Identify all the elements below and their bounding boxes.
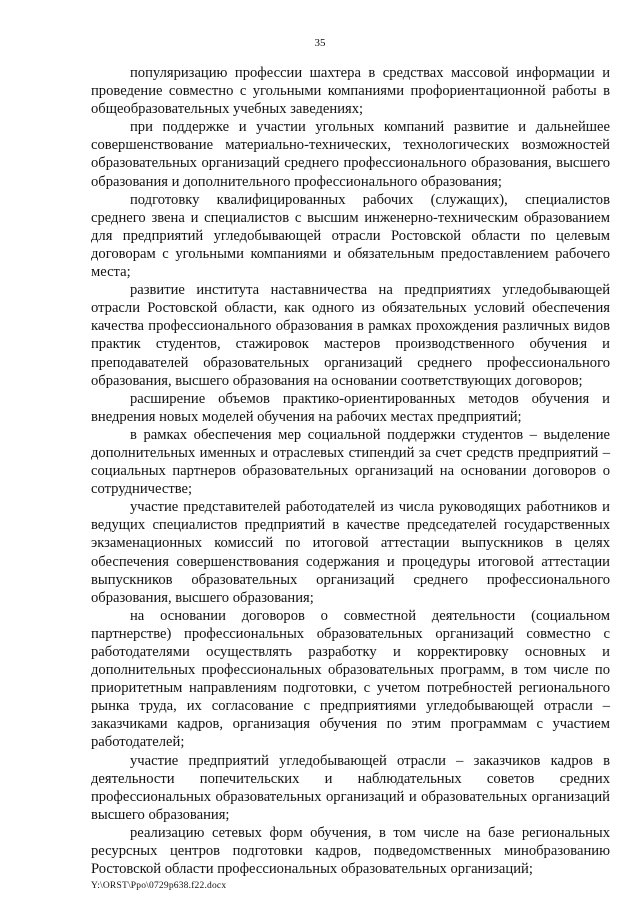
paragraph: популяризацию профессии шахтера в средствах массовой информации и проведение совместно с угольными компаниями профориентационной работы в общеобразовательных учебных заведениях;	[91, 65, 610, 118]
document-body	[91, 64, 610, 878]
paragraph: расширение объемов практико-ориентированных методов обучения и внедрения новых моделей обучения на рабочих местах предприятий;	[91, 390, 610, 425]
paragraph: подготовку квалифицированных рабочих (служащих), специалистов среднего звена и специалистов с высшим инженерно-техническим образованием для предприятий угледобывающей отрасли Ростовской области по целевым договорам с угольными компаниями и обязательным предоставлением рабочего места;	[91, 191, 610, 281]
paragraph: участие предприятий угледобывающей отрасли – заказчиков кадров в деятельности попечительских и наблюдательных советов средних профессиональных образовательных организаций и образовательных организаций высшего образования;	[91, 752, 610, 823]
paragraph: на основании договоров о совместной деятельности (социальном партнерстве) профессиональных образовательных организаций совместно с работодателями осуществлять разработку и корректировку основных и дополнительных профессиональных образовательных программ, в том числе по приоритетным направлениям подготовки, с учетом потребностей регионального рынка труда, их согласование с предприятиями угледобывающей отрасли – заказчиками кадров, организация обучения по этим программам с участием работодателей;	[91, 607, 610, 751]
paragraph: развитие института наставничества на предприятиях угледобывающей отрасли Ростовской области, как одного из обязательных условий обеспечения качества профессионального образования в рамках прохождения различных видов практик студентов, стажировок мастеров производственного обучения и преподавателей образовательных организаций среднего профессионального образования, высшего образования на основании соответствующих договоров;	[91, 282, 610, 389]
page-number: 35	[314, 37, 326, 49]
paragraph: реализацию сетевых форм обучения, в том числе на базе региональных ресурсных центров подготовки кадров, подведомственных минобразованию Ростовской области профессиональных образовательных организаций;	[91, 824, 610, 878]
paragraph: участие представителей работодателей из числа руководящих работников и ведущих специалистов предприятий в качестве председателей государственных экзаменационных комиссий по итоговой аттестации выпускников в целях обеспечения совершенствования содержания и процедуры итоговой аттестации выпускников образовательных организаций среднего профессионального образования, высшего образования;	[91, 499, 610, 606]
paragraph: в рамках обеспечения мер социальной поддержки студентов – выделение дополнительных именных и отраслевых стипендий за счет средств предприятий – социальных партнеров образовательных организаций на основании договоров о сотрудничестве;	[91, 426, 610, 498]
footer-file-path: Y:\ORST\Ppo\0729p638.f22.docx	[91, 881, 227, 891]
paragraph: при поддержке и участии угольных компаний развитие и дальнейшее совершенствование материально-технических, технологических возможностей образовательных организаций среднего профессионального образования, высшего образования и дополнительного профессионального образования;	[91, 119, 610, 190]
